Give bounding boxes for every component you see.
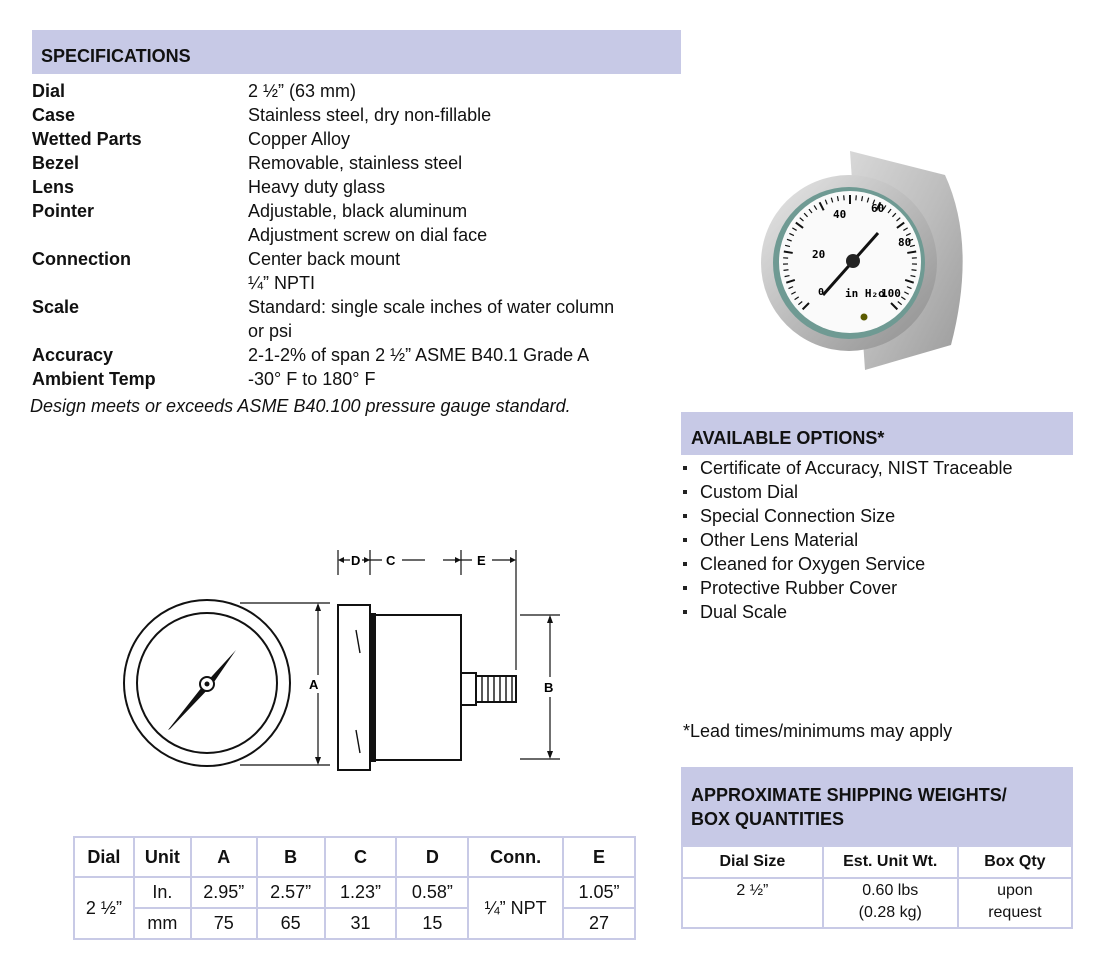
d-cell: 0.58” [396,877,468,908]
spec-value: Stainless steel, dry non-fillable [248,105,492,125]
column-header: Est. Unit Wt. [823,846,958,878]
dial-unit-label: in H₂o [845,287,885,300]
weight-cell [823,878,958,928]
dimensions-table [73,836,636,940]
spec-value: Copper Alloy [248,129,351,149]
column-header: B [257,837,325,877]
spec-value: ¼” NPTI [248,273,316,293]
list-item: Certificate of Accuracy, NIST Traceable [681,456,1012,480]
a-cell: 75 [191,908,257,939]
side-view-gasket [370,613,376,762]
unit-cell: In. [134,877,191,908]
column-header: D [396,837,468,877]
specifications-header: SPECIFICATIONS [32,30,681,74]
dial-tick [784,252,793,253]
dial-size-cell: 2 ½” [682,878,823,928]
dial-label-80: 80 [898,236,912,249]
side-view-case [375,615,461,760]
list-item: Cleaned for Oxygen Service [681,552,1012,576]
box-qty-line: request [988,904,1042,921]
spec-value: Standard: single scale inches of water column [248,297,615,317]
spec-label: Wetted Parts [32,129,142,149]
e-cell: 27 [563,908,635,939]
column-header: E [563,837,635,877]
gauge-photo [755,145,985,375]
dimension-label-e: E [477,553,486,568]
c-cell: 31 [325,908,397,939]
weight-kg: (0.28 kg) [858,904,922,921]
side-view-bezel [338,605,370,770]
list-item: Custom Dial [681,480,1012,504]
c-cell: 1.23” [325,877,397,908]
spec-label: Case [32,105,76,125]
spec-value: 2-1-2% of span 2 ½” ASME B40.1 Grade A [248,345,590,365]
pointer-hub [846,254,860,268]
options-list [681,456,1012,624]
shipping-header-line: BOX QUANTITIES [691,809,845,829]
shipping-header [681,767,1073,845]
dial-label-40: 40 [833,208,847,221]
dial-tick [912,270,917,271]
spec-label: Pointer [32,201,95,221]
spec-value: Heavy duty glass [248,177,386,197]
side-view-connection [461,673,476,705]
table-row [74,877,635,908]
column-header: Box Qty [958,846,1072,878]
b-cell: 65 [257,908,325,939]
spec-value: Center back mount [248,249,401,269]
b-cell: 2.57” [257,877,325,908]
dimension-label-c: C [386,553,396,568]
column-header: Dial Size [682,846,823,878]
dial-label-60: 60 [871,202,885,215]
dial-tick [784,270,789,271]
table-header-row [682,846,1072,878]
shipping-table [681,845,1073,929]
list-item: Protective Rubber Cover [681,576,1012,600]
table-row [682,878,1072,928]
dimension-drawing [120,545,570,780]
spec-value: or psi [248,321,293,341]
column-header: A [191,837,257,877]
adjustment-screw [861,314,868,321]
spec-label: Connection [32,249,131,269]
spec-value: -30° F to 180° F [248,369,376,389]
spec-label: Accuracy [32,345,114,365]
spec-label: Bezel [32,153,80,173]
table-header-row [74,837,635,877]
spec-value: Adjustable, black aluminum [248,201,468,221]
spec-label: Scale [32,297,80,317]
dial-label-20: 20 [812,248,826,261]
a-cell: 2.95” [191,877,257,908]
dial-label-100: 100 [881,287,901,300]
spec-value: 2 ½” (63 mm) [248,81,357,101]
conn-cell: ¼” NPT [468,877,563,939]
dial-tick [907,252,916,253]
list-item: Other Lens Material [681,528,1012,552]
dimension-label-a: A [309,677,319,692]
spec-label: Ambient Temp [32,369,156,389]
spec-value: Adjustment screw on dial face [248,225,488,245]
dimension-label-b: B [544,680,554,695]
standard-note: Design meets or exceeds ASME B40.100 pressure gauge standard. [30,396,571,416]
d-cell: 15 [396,908,468,939]
column-header: C [325,837,397,877]
list-item: Dual Scale [681,600,1012,624]
weight-lbs: 0.60 lbs [862,882,919,899]
e-cell: 1.05” [563,877,635,908]
lead-time-note: *Lead times/minimums may apply [683,721,953,741]
dial-cell: 2 ½” [74,877,134,939]
available-options-header: AVAILABLE OPTIONS* [681,412,1073,455]
list-item: Special Connection Size [681,504,1012,528]
box-qty-line: upon [997,882,1033,899]
spec-label: Lens [32,177,75,197]
unit-cell: mm [134,908,191,939]
spec-label: Dial [32,81,66,101]
dial-label-0: 0 [818,287,825,298]
dimension-label-d: D [351,553,361,568]
box-qty-cell [958,878,1072,928]
column-header: Unit [134,837,191,877]
spec-value: Removable, stainless steel [248,153,463,173]
shipping-header-line: APPROXIMATE SHIPPING WEIGHTS/ [691,785,1007,805]
column-header: Dial [74,837,134,877]
column-header: Conn. [468,837,563,877]
